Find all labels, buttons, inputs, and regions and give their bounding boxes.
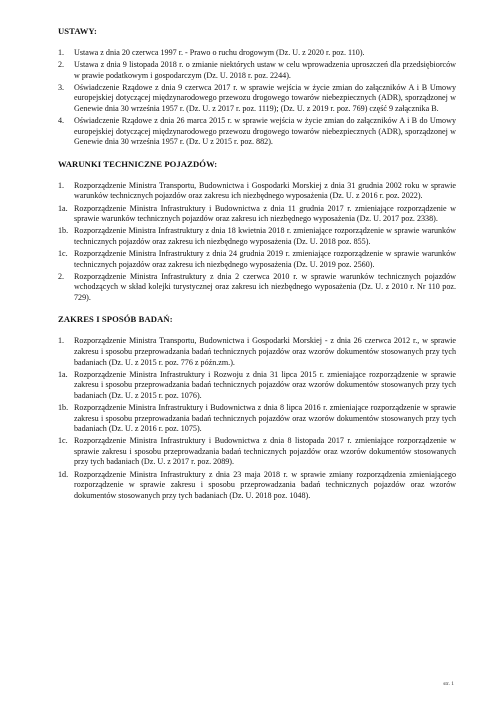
section-heading: ZAKRES I SPOSÓB BADAŃ:	[58, 314, 173, 325]
list-item	[58, 226, 456, 247]
list-item	[58, 48, 456, 59]
list-item	[58, 249, 456, 270]
item-text: Rozporządzenie Ministra Infrastruktury i Budownictwa z dnia 8 lipca 2016 r. zmieniające rozporządzenie w sprawie zakresu i sposobu przeprowadzania badań technicznych pojazdów oraz wzorów dokumentów stosowanych przy tych badaniach (Dz. U. z 2016 r. poz. 1075).	[74, 402, 456, 434]
section-zakres-badan	[58, 314, 456, 501]
item-text: Oświadczenie Rządowe z dnia 9 czerwca 2017 r. w sprawie wejścia w życie zmian do załączników A i B Umowy europejskiej dotyczącej międzynarodowego przewozu drogowego towarów niebezpiecznych (ADR), sporządzonej w Genewie dnia 30 września 1957 r. (Dz. U. z 2017 r. poz. 1119); (Dz. U. z 2019 r. poz. 769) część 9 załącznika B.	[74, 82, 456, 113]
item-text: Rozporządzenie Ministra Infrastruktury z dnia 23 maja 2018 r. w sprawie zmiany rozporządzenia zmieniającego rozporządzenie w sprawie zakresu i sposobu przeprowadzania badań technicznych pojazdów oraz wzorów dokumentów stosowanych przy tych badaniach (Dz. U. 2018 poz. 1048).	[74, 469, 456, 500]
item-number: 2.	[58, 271, 65, 281]
list-item	[58, 181, 456, 202]
item-number: 4.	[58, 116, 65, 126]
section-ustawy	[58, 26, 456, 148]
item-number: 2.	[58, 60, 65, 70]
item-number: 1d.	[58, 469, 69, 479]
list-item	[58, 470, 456, 502]
item-text: Rozporządzenie Ministra Infrastruktury z dnia 24 grudnia 2019 r. zmieniające rozporządzenie w sprawie warunków technicznych pojazdów oraz zakresu ich niezbędnego wyposażenia (Dz. U. 2019 poz. 2560).	[74, 248, 456, 269]
regulation-list	[58, 48, 456, 148]
item-number: 1b.	[58, 226, 69, 236]
item-number: 1.	[58, 336, 65, 346]
item-number: 1c.	[58, 248, 68, 258]
list-item	[58, 403, 456, 435]
section-warunki-techniczne	[58, 159, 456, 304]
item-number: 1b.	[58, 402, 69, 412]
list-item	[58, 83, 456, 115]
item-text: Ustawa z dnia 20 czerwca 1997 r. - Prawo o ruchu drogowym (Dz. U. z 2020 r. poz. 110).	[74, 48, 365, 57]
item-number: 1c.	[58, 436, 68, 446]
item-text: Rozporządzenie Ministra Infrastruktury i Rozwoju z dnia 31 lipca 2015 r. zmieniające rozporządzenie w sprawie zakresu i sposobu przeprowadzania badań technicznych pojazdów oraz wzorów dokumentów stosowanych przy tych badaniach (Dz. U. z 2015 r. poz. 1076).	[74, 369, 456, 400]
item-text: Rozporządzenie Ministra Transportu, Budownictwa i Gospodarki Morskiej z dnia 31 grudnia 2002 roku w sprawie warunków technicznych pojazdów oraz zakresu ich niezbędnego wyposażenia (Dz. U. z 2016 r. poz. 2022).	[74, 180, 456, 201]
section-heading: WARUNKI TECHNICZNE POJAZDÓW:	[58, 158, 218, 169]
list-item	[58, 436, 456, 468]
item-number: 1a.	[58, 369, 68, 379]
item-text: Ustawa z dnia 9 listopada 2018 r. o zmianie niektórych ustaw w celu wprowadzenia uproszczeń dla przedsiębiorców w prawie podatkowym i gospodarczym (Dz. U. 2018 r. poz. 2244).	[74, 60, 456, 80]
page-number: str. 1	[443, 681, 454, 687]
list-item	[58, 60, 456, 81]
item-text: Rozporządzenie Ministra Infrastruktury z dnia 18 kwietnia 2018 r. zmieniające rozporządzenie w sprawie warunków technicznych pojazdów oraz zakresu ich niezbędnego wyposażenia (Dz. U. 2018 poz. 855).	[74, 226, 456, 246]
item-text: Rozporządzenie Ministra Infrastruktury i Budownictwa z dnia 8 listopada 2017 r. zmieniające rozporządzenie w sprawie zakresu i sposobu przeprowadzania badań technicznych pojazdów oraz wzorów dokumentów stosowanych przy tych badaniach (Dz. U. z 2017 r. poz. 2089).	[74, 436, 456, 467]
list-item	[58, 336, 456, 368]
item-text: Rozporządzenie Ministra Transportu, Budownictwa i Gospodarki Morskiej - z dnia 26 czerwca 2012 r., w sprawie zakresu i sposobu przeprowadzania badań technicznych pojazdów oraz wzorów dokumentów stosowanych przy tych badaniach (Dz. U. z 2015 r. poz. 776 z późn.zm.).	[74, 336, 456, 367]
item-text: Rozporządzenie Ministra Infrastruktury z dnia 2 czerwca 2010 r. w sprawie warunków technicznych pojazdów wchodzących w skład kolejki turystycznej oraz zakresu ich niezbędnego wyposażenia (Dz. U. z 2010 r. Nr 110 poz. 729).	[74, 271, 456, 302]
item-number: 1a.	[58, 203, 68, 213]
item-text: Oświadczenie Rządowe z dnia 26 marca 2015 r. w sprawie wejścia w życie zmian do załączników A i B do Umowy europejskiej dotyczącej międzynarodowego przewozu drogowego towarów niebezpiecznych (ADR), sporządzonej w Genewie dnia 30 września 1957 r. (Dz. U z 2015 r. poz. 882).	[74, 116, 456, 147]
list-item	[58, 272, 456, 304]
regulation-list	[58, 181, 456, 304]
item-number: 3.	[58, 82, 65, 92]
list-item	[58, 370, 456, 402]
list-item	[58, 116, 456, 148]
list-item	[58, 204, 456, 225]
item-number: 1.	[58, 180, 65, 190]
section-heading: USTAWY:	[58, 26, 97, 36]
regulation-list	[58, 336, 456, 501]
item-text: Rozporządzenie Ministra Infrastruktury i Budownictwa z dnia 11 grudnia 2017 r. zmieniające rozporządzenie w sprawie warunków technicznych pojazdów oraz zakresu ich niezbędnego wyposażenia (Dz. U. 2017 poz. 2338).	[74, 203, 456, 224]
item-number: 1.	[58, 48, 65, 57]
